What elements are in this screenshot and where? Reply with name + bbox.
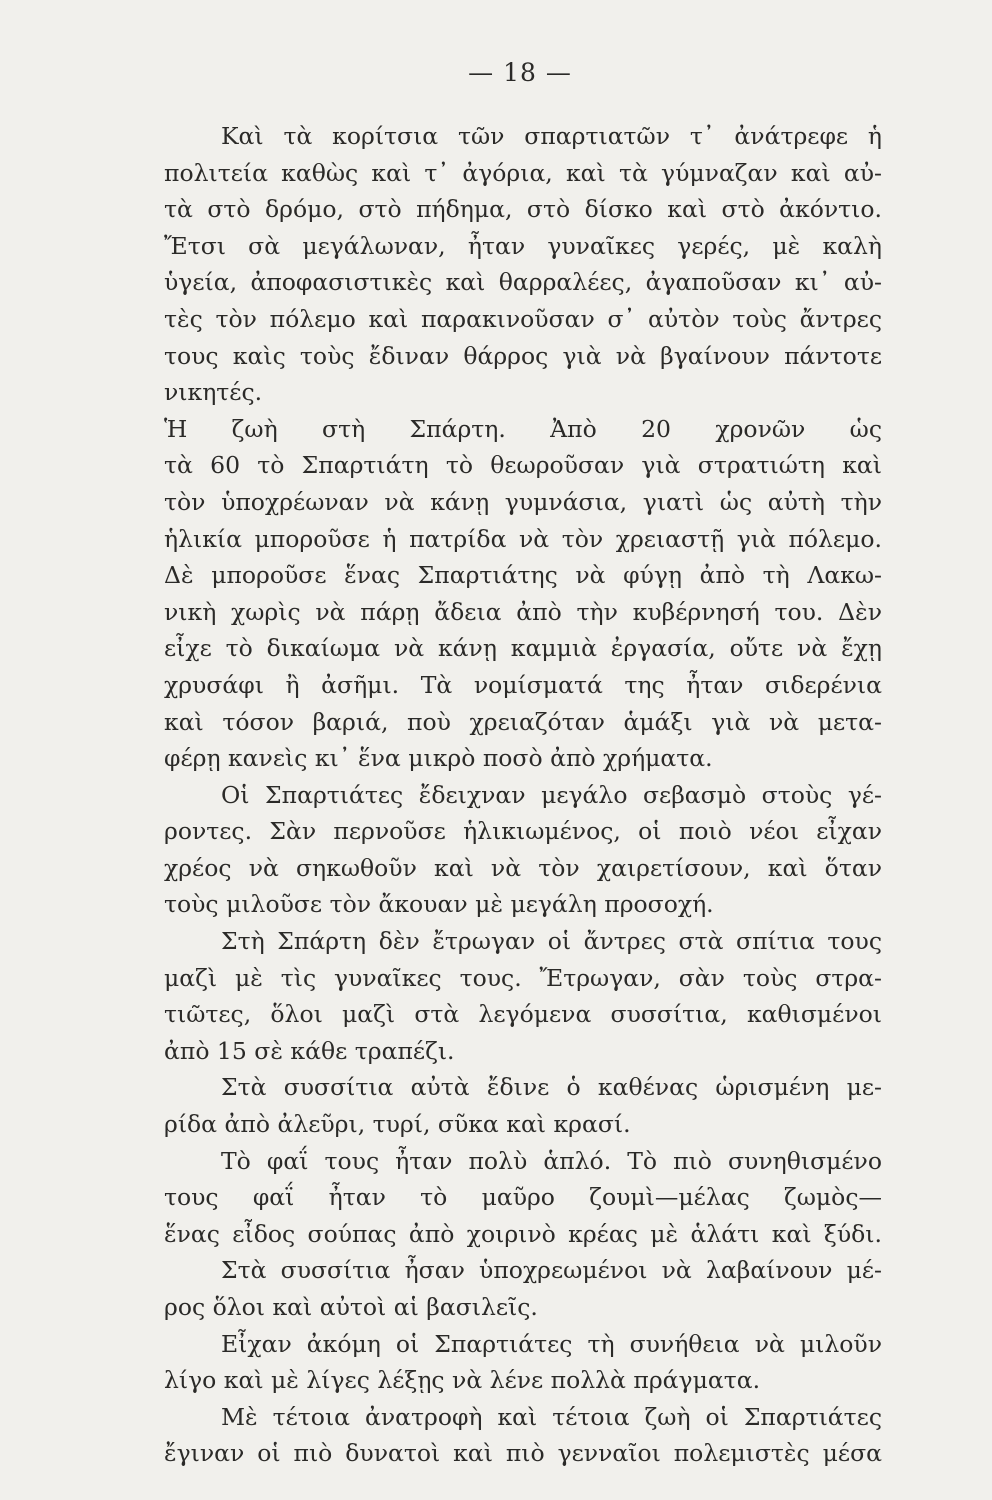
text-line: Οἱ Σπαρτιάτες ἔδειχναν μεγάλο σεβασμὸ στοὺς γέ- — [221, 780, 882, 809]
text-line: τὸν ὑποχρέωναν νὰ κάνῃ γυμνάσια, γιατὶ ὡς αὐτὴ τὴν — [164, 487, 882, 516]
text-line: χρυσάφι ἢ ἀσῆμι. Τὰ νομίσματά της ἦταν σιδερένια — [164, 670, 882, 699]
text-line: Στὰ συσσίτια ἦσαν ὑποχρεωμένοι νὰ λαβαίνουν μέ- — [221, 1256, 882, 1285]
text-line: Ἔτσι σὰ μεγάλωναν, ἦταν γυναῖκες γερές, μὲ καλὴ — [164, 231, 882, 260]
text-line: τοὺς μιλοῦσε τὸν ἄκουαν μὲ μεγάλη προσοχή. — [164, 890, 714, 919]
text-line: τους καὶς τοὺς ἔδιναν θάρρος γιὰ νὰ βγαίνουν πάντοτε — [164, 341, 882, 370]
text-line: ἕνας εἶδος σούπας ἀπὸ χοιρινὸ κρέας μὲ ἁλάτι καὶ ξύδι. — [164, 1219, 882, 1248]
text-line: μαζὶ μὲ τὶς γυναῖκες τους. Ἔτρωγαν, σὰν τοὺς στρα- — [164, 963, 882, 992]
text-line: Στὴ Σπάρτη δὲν ἔτρωγαν οἱ ἄντρες στὰ σπίτια τους — [221, 927, 882, 956]
text-line: πολιτεία καθὼς καὶ τ᾽ ἀγόρια, καὶ τὰ γύμναζαν καὶ αὐ- — [164, 158, 882, 187]
text-line: νικητές. — [164, 378, 263, 407]
text-line: τὲς τὸν πόλεμο καὶ παρακινοῦσαν σ᾽ αὐτὸν τοὺς ἄντρες — [164, 304, 882, 333]
text-line: τὰ στὸ δρόμο, στὸ πήδημα, στὸ δίσκο καὶ στὸ ἀκόντιο. — [164, 195, 882, 224]
text-line: ὑγεία, ἀποφασιστικὲς καὶ θαρραλέες, ἀγαποῦσαν κι᾽ αὐ- — [164, 268, 882, 297]
text-line: ἀπὸ 15 σὲ κάθε τραπέζι. — [164, 1036, 455, 1065]
text-line: ροντες. Σὰν περνοῦσε ἡλικιωμένος, οἱ ποιὸ νέοι εἶχαν — [164, 817, 882, 846]
text-line: ἔγιναν οἱ πιὸ δυνατοὶ καὶ πιὸ γενναῖοι πολεμιστὲς μέσα — [164, 1439, 882, 1468]
body-text — [164, 118, 882, 1472]
text-line: λίγο καὶ μὲ λίγες λέξῃς νὰ λένε πολλὰ πράγματα. — [164, 1366, 761, 1395]
text-line: ρίδα ἀπὸ ἀλεῦρι, τυρί, σῦκα καὶ κρασί. — [164, 1110, 631, 1139]
text-line: τους φαΐ ἦταν τὸ μαῦρο ζουμὶ—μέλας ζωμὸς— — [164, 1183, 882, 1212]
text-line: εἶχε τὸ δικαίωμα νὰ κάνῃ καμμιὰ ἐργασία, οὔτε νὰ ἔχῃ — [164, 634, 882, 663]
text-line: νικὴ χωρὶς νὰ πάρῃ ἄδεια ἀπὸ τὴν κυβέρνησή του. Δὲν — [164, 597, 882, 626]
text-line: φέρῃ κανεὶς κι᾽ ἕνα μικρὸ ποσὸ ἀπὸ χρήματα. — [164, 744, 713, 773]
text-line: τὰ 60 τὸ Σπαρτιάτη τὸ θεωροῦσαν γιὰ στρατιώτη καὶ — [164, 451, 882, 480]
text-line: Τὸ φαΐ τους ἦταν πολὺ ἁπλό. Τὸ πιὸ συνηθισμένο — [221, 1146, 882, 1175]
text-line: Δὲ μποροῦσε ἕνας Σπαρτιάτης νὰ φύγῃ ἀπὸ τὴ Λακω- — [164, 561, 882, 590]
text-line: ἡλικία μποροῦσε ἡ πατρίδα νὰ τὸν χρειαστῇ γιὰ πόλεμο. — [164, 524, 882, 553]
text-line: ρος ὅλοι καὶ αὐτοὶ αἱ βασιλεῖς. — [164, 1293, 538, 1321]
text-line: Ἡ ζωὴ στὴ Σπάρτη. Ἀπὸ 20 χρονῶν ὡς — [164, 414, 882, 443]
text-line: Μὲ τέτοια ἀνατροφὴ καὶ τέτοια ζωὴ οἱ Σπαρτιάτες — [221, 1402, 882, 1431]
text-line: Εἶχαν ἀκόμη οἱ Σπαρτιάτες τὴ συνήθεια νὰ μιλοῦν — [221, 1329, 882, 1358]
text-line: τιῶτες, ὅλοι μαζὶ στὰ λεγόμενα συσσίτια, καθισμένοι — [164, 1000, 882, 1029]
text-line: χρέος νὰ σηκωθοῦν καὶ νὰ τὸν χαιρετίσουν, καὶ ὅταν — [164, 853, 882, 882]
page-number: — 18 — — [468, 58, 572, 87]
text-line: Στὰ συσσίτια αὐτὰ ἔδινε ὁ καθένας ὡρισμένη με- — [221, 1073, 882, 1102]
text-line: Καὶ τὰ κορίτσια τῶν σπαρτιατῶν τ᾽ ἀνάτρεφε ἡ — [221, 122, 882, 150]
text-line: καὶ τόσον βαριά, ποὺ χρειαζόταν ἁμάξι γιὰ νὰ μετα- — [164, 707, 882, 736]
